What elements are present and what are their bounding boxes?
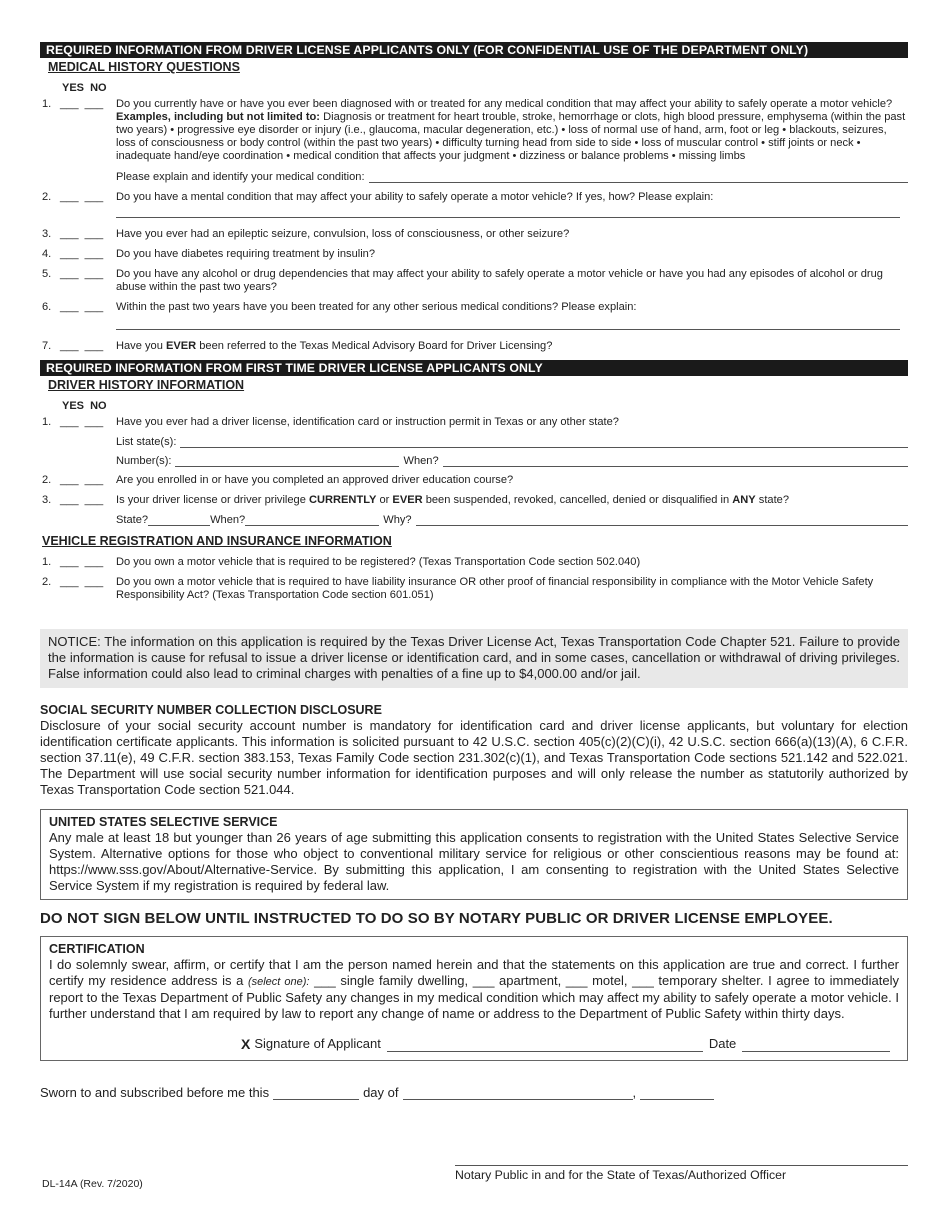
ssn-disclosure [40,702,908,798]
when-field[interactable] [245,515,379,526]
selective-service-box [40,809,908,900]
sworn-row [40,1085,908,1100]
driver-section-bar: REQUIRED INFORMATION FROM FIRST TIME DRIVER LICENSE APPLICANTS ONLY [40,360,908,376]
certification-title: CERTIFICATION [49,942,145,956]
numbers-label: Number(s): [116,455,172,467]
question-number: 7. [42,340,52,352]
question-text: Have you ever had a driver license, identification card or instruction permit in Texas or any other state? [116,416,619,428]
question-number: 6. [42,301,52,313]
question-text: Do you have any alcohol or drug dependencies that may affect your ability to safely operate a motor vehicle or have you had any episodes of alcohol or drug abuse within the past two years? [116,268,883,293]
form-page [40,42,908,1100]
ssn-title: SOCIAL SECURITY NUMBER COLLECTION DISCLOSURE [40,703,382,717]
yes-no-blanks[interactable]: ___ ___ [60,340,104,352]
question-text: Do you own a motor vehicle that is required to have liability insurance OR other proof of financial responsibility in compliance with the Motor Vehicle Safety Responsibility Act? (Texas Transportation Code section 601.051) [116,576,874,601]
question-emphasis: EVER [165,340,197,352]
yes-no-header: YES NO [62,82,107,94]
medical-question-4 [40,248,908,261]
medical-question-2 [40,191,908,204]
question-text: Do you have diabetes requiring treatment by insulin? [116,248,376,260]
date-label: Date [708,1036,737,1051]
yes-no-blanks[interactable]: ___ ___ [60,301,104,313]
notary-signature-line[interactable]: Notary Public in and for the State of Texas/Authorized Officer [455,1165,908,1182]
when-label: When? [210,514,246,526]
signature-label: Signature of Applicant [254,1036,381,1051]
ssn-body: Disclosure of your social security account number is mandatory for identification card and driver license applicants, but voluntary for election identification certificate applicants. This information is solicited pursuant to 42 U.S.C. section 405(c)(2)(C)(i), 42 U.S.C. section 666(a)(13)(A), 6 C.F.R. section 37.11(e), 49 C.F.R. section 383.153, Texas Family Code section 231.302(c)(1), and Texas Transportation Code sections 521.142 and 522.021. The Department will use social security number information for identification purposes and will only release the number as statutorily authorized by Texas Transportation Code section 521.044. [40,718,908,797]
vehicle-question-2 [40,576,908,602]
signature-row [49,1036,899,1052]
q3-text-e: been suspended, revoked, cancelled, denied or disqualified in [422,494,733,506]
question-text: Have you ever had an epileptic seizure, convulsion, loss of consciousness, or other seizure? [116,228,570,240]
state-label: State? [116,514,149,526]
driver-question-3 [40,494,908,507]
why-label: Why? [383,514,412,526]
state-field[interactable] [148,515,210,526]
driver-question-2 [40,474,908,487]
yes-no-blanks[interactable]: ___ ___ [60,576,104,588]
vehicle-question-1 [40,556,908,569]
when-field[interactable] [443,456,908,467]
signature-x-mark: X [241,1036,251,1052]
other-conditions-explain-field[interactable] [116,329,900,330]
question-text: Do you currently have or have you ever been diagnosed with or treated for any medical condition that may affect your ability to safely operate a motor vehicle? [116,98,893,110]
question-text: Within the past two years have you been treated for any other serious medical conditions? Please explain: [116,301,637,313]
q3-text-g: state? [755,494,789,506]
suspension-details-row [116,514,908,526]
numbers-field[interactable] [175,456,399,467]
examples-label: Examples, including but not limited to: [116,111,321,123]
yes-no-header: YES NO [62,400,107,412]
numbers-row [116,455,908,467]
certification-text-a: I do solemnly swear, affirm, or certify that I am the person named herein and that the statements on this application are true and correct. I further certify my residence address is a [49,957,899,988]
date-field[interactable] [742,1039,890,1052]
certification-box [40,936,908,1061]
sworn-comma: , [632,1085,637,1100]
question-number: 2. [42,474,52,486]
question-number: 2. [42,576,52,588]
explain-field[interactable] [369,172,908,183]
question-number: 1. [42,416,52,428]
question-text: Do you have a mental condition that may affect your ability to safely operate a motor vehicle? If yes, how? Please explain: [116,191,714,203]
driver-history-heading: DRIVER HISTORY INFORMATION [48,378,245,392]
medical-question-1 [40,98,908,163]
sworn-year-field[interactable] [640,1087,714,1100]
driver-question-1 [40,416,908,429]
when-label: When? [403,455,439,467]
q3-emphasis-currently: CURRENTLY [308,494,377,506]
select-one-hint: (select one): [247,976,310,988]
q3-emphasis-any: ANY [732,494,756,506]
selective-service-body: Any male at least 18 but younger than 26 years of age submitting this application consents to registration with the United States Selective Service System. Alternative options for those who object to conventional military service for religious or other conscientious reasons may be found at: https://www.sss.gov/About/Alternative-Service. By submitting this application, I am consenting to registration with the United States Selective Service System if my registration is required by federal law. [49,830,899,893]
medical-question-6 [40,301,908,314]
yes-no-blanks[interactable]: ___ ___ [60,268,104,280]
question-number: 2. [42,191,52,203]
q3-text-a: Is your driver license or driver privilege [116,494,309,506]
medical-question-5 [40,268,908,294]
why-field[interactable] [416,515,908,526]
question-number: 5. [42,268,52,280]
day-of-label: day of [363,1085,399,1100]
form-revision-footer: DL-14A (Rev. 7/2020) [42,1178,143,1190]
explain-label: Please explain and identify your medical condition: [116,171,365,183]
mental-condition-explain-field[interactable] [116,217,900,218]
question-text-post: been referred to the Texas Medical Advisory Board for Driver Licensing? [196,340,553,352]
yes-no-blanks[interactable]: ___ ___ [60,494,104,506]
sworn-month-field[interactable] [403,1087,633,1100]
sworn-label: Sworn to and subscribed before me this [40,1085,270,1100]
medical-history-heading: MEDICAL HISTORY QUESTIONS [48,60,240,74]
yes-no-blanks[interactable]: ___ ___ [60,98,104,110]
yes-no-blanks[interactable]: ___ ___ [60,474,104,486]
list-states-row [116,436,908,448]
yes-no-blanks[interactable]: ___ ___ [60,191,104,203]
q3-emphasis-ever: EVER [392,494,423,506]
yes-no-blanks[interactable]: ___ ___ [60,228,104,240]
question-text-pre: Have you [116,340,166,352]
selective-service-title: UNITED STATES SELECTIVE SERVICE [49,815,278,829]
do-not-sign-warning: DO NOT SIGN BELOW UNTIL INSTRUCTED TO DO SO BY NOTARY PUBLIC OR DRIVER LICENSE EMPLOYEE. [40,910,833,927]
list-states-field[interactable] [180,437,908,448]
medical-section-bar: REQUIRED INFORMATION FROM DRIVER LICENSE APPLICANTS ONLY (FOR CONFIDENTIAL USE OF THE DEPARTMENT ONLY) [40,42,908,58]
question-number: 3. [42,228,52,240]
question-number: 1. [42,556,52,568]
examples-text: Diagnosis or treatment for heart trouble, stroke, hemorrhage or clots, high blood pressure, emphysema (within the past two years) • progressive eye disorder or injury (i.e., glaucoma, macular degeneration, etc.) • loss of normal use of hand, arm, foot or leg • blackouts, seizures, loss of consciousness or body control (within the past two years) • difficulty turning head from side to side • loss of muscular control • stiff joints or neck • inadequate hand/eye coordination • medical condition that affects your judgment • dizziness or balance problems • missing limbs [116,111,906,162]
question-number: 1. [42,98,52,110]
notice-box: NOTICE: The information on this application is required by the Texas Driver License Act, Texas Transportation Code Chapter 521. Failure to provide the information is cause for refusal to issue a driver license or identification card, and in some cases, cancellation or withdrawal of driving privileges. False information could also lead to criminal charges with penalties of a fine up to $4,000.00 and/or jail. [40,629,908,688]
yes-no-blanks[interactable]: ___ ___ [60,416,104,428]
yes-no-blanks[interactable]: ___ ___ [60,556,104,568]
certification-text-b: ___ single family dwelling, ___ apartment, ___ motel, ___ temporary shelter. I agree to immediately report to the Texas Department of Public Safety any changes in my medical condition which may affect my ability to safely operate a motor vehicle. I further understand that I am required by law to report any change of name or address to the Department of Public Safety within thirty days. [49,973,899,1021]
question-text: Do you own a motor vehicle that is required to be registered? (Texas Transportation Code section 502.040) [116,556,641,568]
medical-question-3 [40,228,908,241]
signature-field[interactable] [387,1039,703,1052]
question-number: 3. [42,494,52,506]
yes-no-blanks[interactable]: ___ ___ [60,248,104,260]
q3-text-c: or [376,494,393,506]
medical-condition-explain-row [116,171,908,183]
vehicle-registration-heading: VEHICLE REGISTRATION AND INSURANCE INFORMATION [42,534,392,548]
question-number: 4. [42,248,52,260]
list-states-label: List state(s): [116,436,177,448]
sworn-day-field[interactable] [273,1087,359,1100]
question-text: Are you enrolled in or have you completed an approved driver education course? [116,474,514,486]
certification-body [49,957,899,1022]
medical-question-7 [40,340,908,353]
